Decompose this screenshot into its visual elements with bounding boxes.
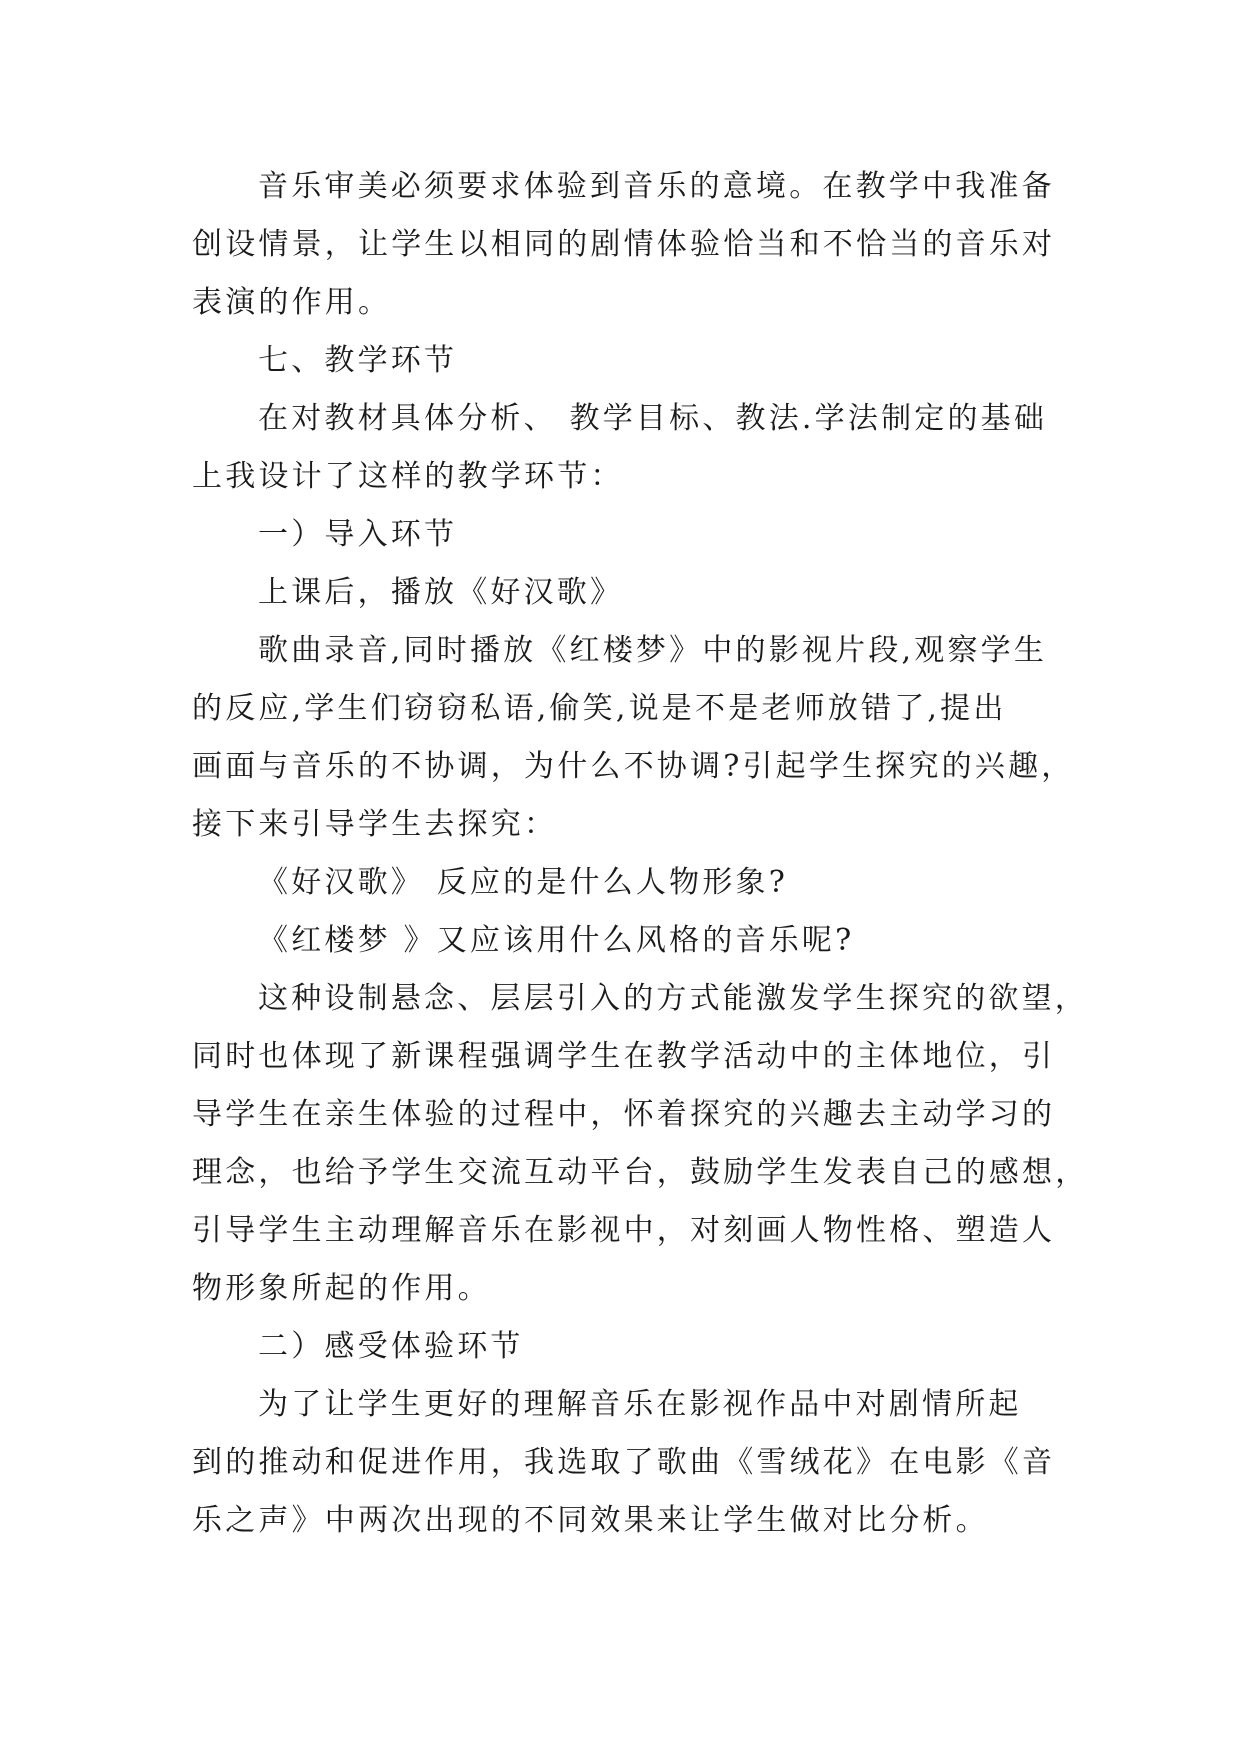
text-line: 《好汉歌》 反应的是什么人物形象? [258, 865, 789, 900]
text-line: 上课后，播放《好汉歌》 [258, 575, 624, 610]
text-line: 同时也体现了新课程强调学生在教学活动中的主体地位，引 [192, 1039, 1056, 1074]
text-line: 引导学生主动理解音乐在影视中，对刻画人物性格、塑造人 [192, 1213, 1056, 1248]
subsection-heading: 二）感受体验环节 [258, 1329, 524, 1364]
text-line: 导学生在亲生体验的过程中，怀着探究的兴趣去主动学习的 [192, 1097, 1056, 1132]
text-line: 乐之声》中两次出现的不同效果来让学生做对比分析。 [192, 1503, 989, 1538]
text-line: 上我设计了这样的教学环节： [192, 459, 624, 494]
text-line: 到的推动和促进作用，我选取了歌曲《雪绒花》在电影《音 [192, 1445, 1056, 1480]
text-line: 理念，也给予学生交流互动平台，鼓励学生发表自己的感想， [192, 1155, 1089, 1190]
text-line: 的反应,学生们窃窃私语,偷笑,说是不是老师放错了,提出 [192, 691, 1007, 726]
text-line: 表演的作用。 [192, 285, 392, 320]
text-line: 歌曲录音,同时播放《红楼梦》中的影视片段,观察学生 [258, 633, 1048, 668]
text-line: 《红楼梦 》又应该用什么风格的音乐呢? [258, 923, 855, 958]
text-line: 这种设制悬念、层层引入的方式能激发学生探究的欲望， [258, 981, 1088, 1016]
text-line: 音乐审美必须要求体验到音乐的意境。在教学中我准备 [258, 169, 1055, 204]
text-line: 创设情景，让学生以相同的剧情体验恰当和不恰当的音乐对 [192, 227, 1056, 262]
text-line: 为了让学生更好的理解音乐在影视作品中对剧情所起 [258, 1387, 1022, 1422]
section-heading: 七、教学环节 [258, 343, 458, 378]
subsection-heading: 一）导入环节 [258, 517, 458, 552]
document-body [192, 158, 1089, 1550]
text-line: 物形象所起的作用。 [192, 1271, 491, 1306]
text-line: 接下来引导学生去探究： [192, 807, 558, 842]
text-line: 在对教材具体分析、 教学目标、教法.学法制定的基础 [258, 401, 1048, 436]
text-line: 画面与音乐的不协调，为什么不协调?引起学生探究的兴趣， [192, 749, 1075, 784]
